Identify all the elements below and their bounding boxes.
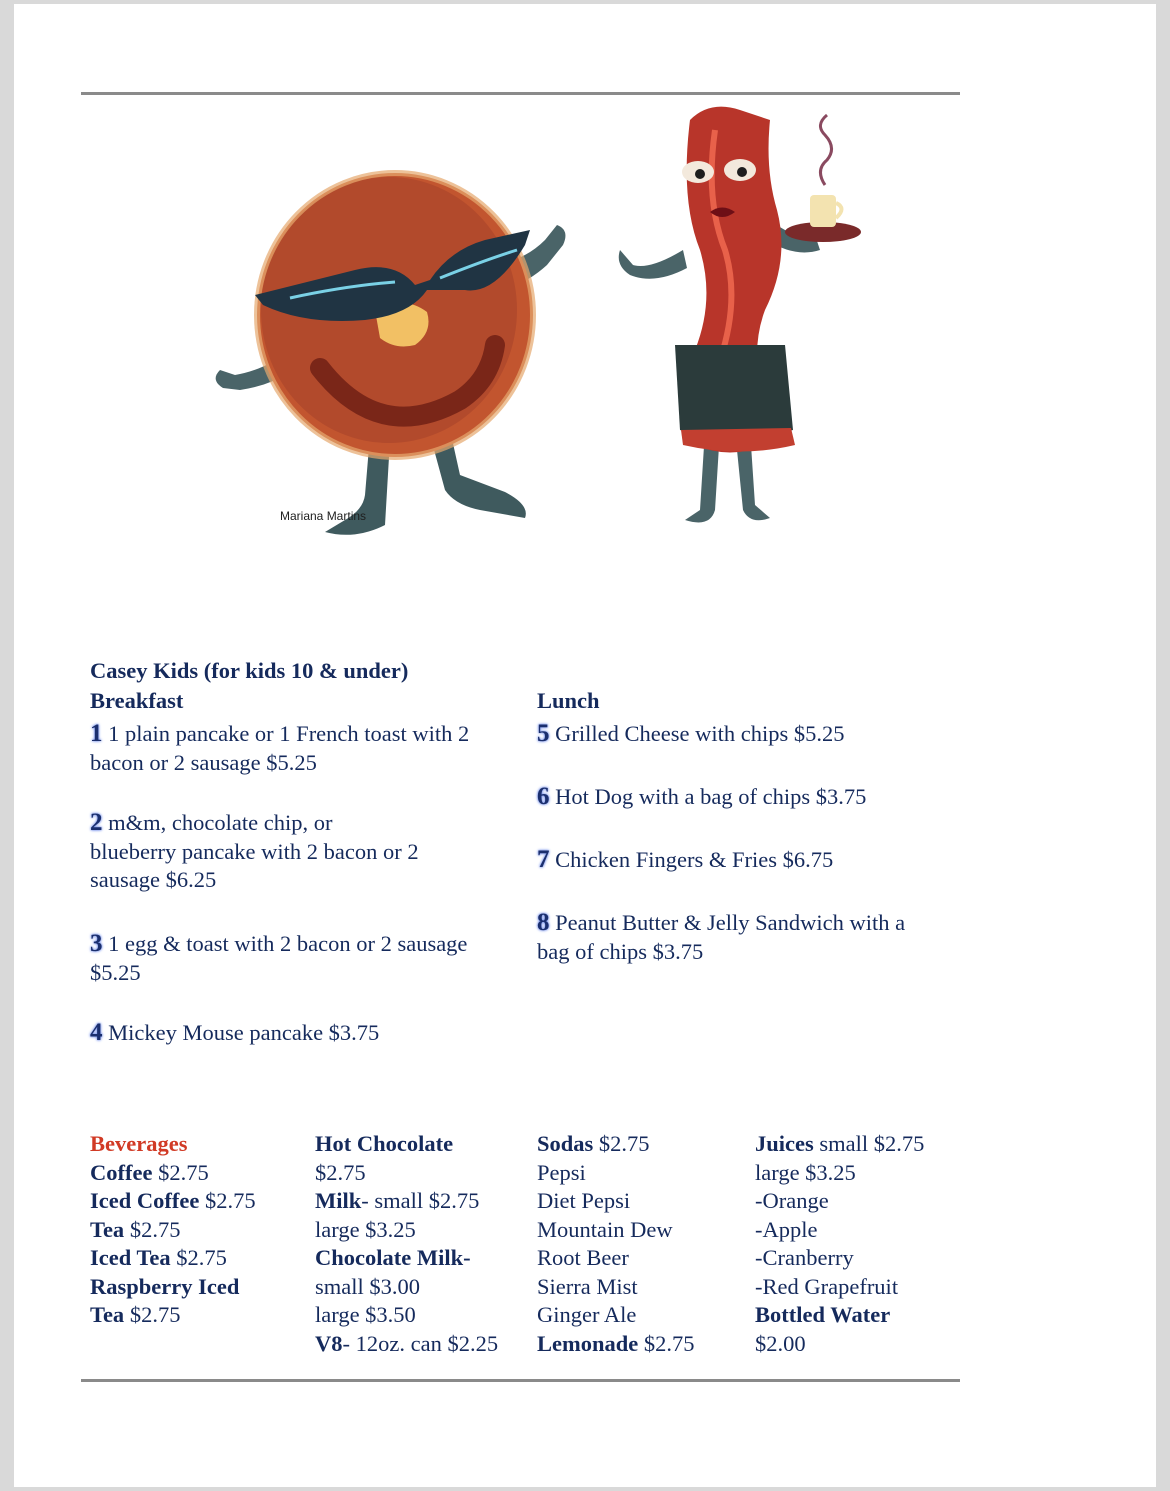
item-text: 1 egg & toast with 2 bacon or 2 sausage [102, 931, 468, 956]
artist-signature: Mariana Martins [280, 509, 367, 523]
beverage-line: large $3.25 [755, 1159, 856, 1185]
beverage-line: Hot Chocolate [315, 1131, 454, 1156]
beverages-column-1 [90, 1130, 256, 1330]
beverage-line: Tea $2.75 [90, 1216, 181, 1242]
breakfast-heading: Breakfast [90, 688, 184, 713]
beverage-line: Raspberry Iced [90, 1273, 240, 1299]
breakfast-item-3 [90, 929, 520, 987]
item-number-badge: 8 [537, 909, 550, 936]
top-rule [81, 92, 960, 95]
beverages-column-4 [755, 1130, 924, 1358]
item-text-continued: sausage $6.25 [90, 867, 217, 892]
item-number-badge: 2 [90, 809, 103, 836]
beverage-line: $2.00 [755, 1330, 806, 1356]
beverages-column-2 [315, 1130, 498, 1358]
beverage-line: Root Beer [537, 1245, 629, 1270]
beverage-line: V8- 12oz. can $2.25 [315, 1330, 499, 1356]
lunch-heading: Lunch [537, 688, 600, 713]
breakfast-item-4 [90, 1018, 520, 1047]
mascot-illustration [195, 100, 875, 545]
section-title: Casey Kids (for kids 10 & under) [90, 658, 409, 683]
item-number-badge: 4 [90, 1019, 103, 1046]
beverage-line: Mountain Dew [537, 1216, 673, 1242]
item-text: m&m, chocolate chip, or [102, 810, 333, 835]
item-number-badge: 7 [537, 846, 550, 873]
breakfast-item-1 [90, 719, 520, 777]
beverage-line: Coffee $2.75 [90, 1159, 209, 1185]
item-number-badge: 3 [90, 930, 103, 957]
beverage-line: large $3.25 [315, 1216, 416, 1242]
beverage-line: Tea $2.75 [90, 1302, 181, 1327]
beverage-line: Chocolate Milk- [315, 1245, 471, 1270]
beverage-line: Lemonade $2.75 [537, 1330, 695, 1356]
item-text: Mickey Mouse pancake $3.75 [102, 1020, 380, 1045]
bottom-rule [81, 1379, 960, 1382]
beverage-line: large $3.50 [315, 1302, 416, 1327]
beverage-line: Sodas $2.75 [537, 1131, 650, 1156]
item-text: Peanut Butter & Jelly Sandwich with a [549, 910, 906, 935]
beverage-line: small $3.00 [315, 1273, 420, 1299]
beverage-line: Ginger Ale [537, 1302, 637, 1327]
pancake-mascot [216, 173, 566, 535]
breakfast-item-2 [90, 809, 520, 895]
lunch-item-5 [537, 719, 957, 748]
item-text: 1 plain pancake or 1 French toast with 2 [102, 721, 470, 746]
beverage-line: Bottled Water [755, 1302, 891, 1327]
item-number-badge: 6 [537, 783, 550, 810]
beverage-line: -Red Grapefruit [755, 1273, 899, 1299]
item-text-continued: bag of chips $3.75 [537, 939, 704, 964]
beverage-line: Iced Coffee $2.75 [90, 1188, 256, 1213]
beverage-line: Pepsi [537, 1159, 586, 1185]
item-text: Grilled Cheese with chips $5.25 [549, 721, 845, 746]
item-number-badge: 5 [537, 720, 550, 747]
beverages-heading: Beverages [90, 1131, 188, 1156]
beverage-line: Milk- small $2.75 [315, 1188, 480, 1213]
bacon-mascot [619, 107, 861, 523]
item-text-continued: bacon or 2 sausage $5.25 [90, 750, 317, 775]
lunch-item-8 [537, 908, 957, 966]
beverage-line: -Cranberry [755, 1245, 854, 1270]
lunch-item-6 [537, 782, 957, 811]
beverage-line: -Orange [755, 1188, 829, 1213]
item-text: Hot Dog with a bag of chips $3.75 [549, 784, 867, 809]
item-text-continued: blueberry pancake with 2 bacon or 2 [90, 838, 419, 864]
beverage-line: -Apple [755, 1216, 818, 1242]
beverage-line: $2.75 [315, 1159, 366, 1185]
item-text: Chicken Fingers & Fries $6.75 [549, 847, 834, 872]
beverages-column-3 [537, 1130, 695, 1358]
beverage-line: Sierra Mist [537, 1273, 638, 1299]
beverage-line: Diet Pepsi [537, 1188, 631, 1213]
beverage-line: Juices small $2.75 [755, 1131, 925, 1156]
item-text-continued: $5.25 [90, 960, 141, 985]
beverage-line: Iced Tea $2.75 [90, 1245, 227, 1270]
lunch-item-7 [537, 845, 957, 874]
item-number-badge: 1 [90, 720, 103, 747]
